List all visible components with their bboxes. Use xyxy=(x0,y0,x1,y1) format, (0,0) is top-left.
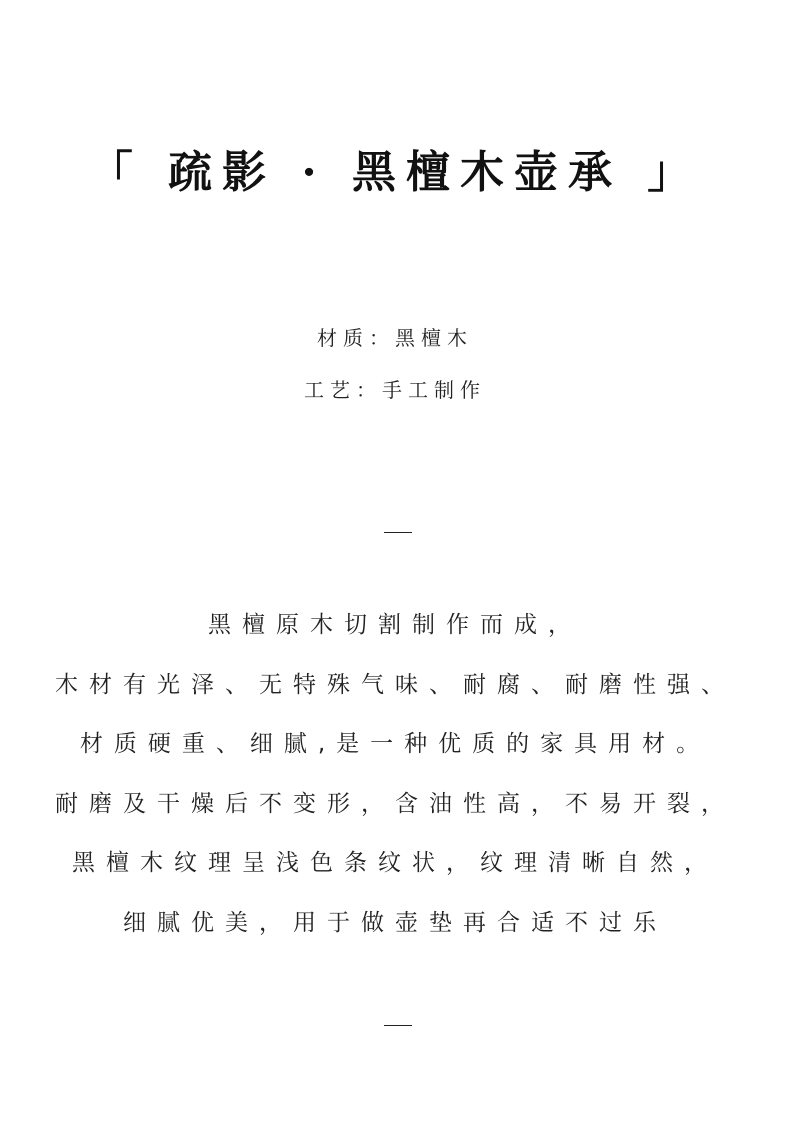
page-title: 「 疏影 · 黑檀木壶承 」 xyxy=(88,147,702,198)
spec-craft: 工艺：手工制作 xyxy=(304,378,486,402)
description-line: 黑檀原木切割制作而成， xyxy=(208,612,582,638)
description-line: 黑檀木纹理呈浅色条纹状，纹理清晰自然， xyxy=(72,850,718,876)
description-line: 耐磨及干燥后不变形，含油性高，不易开裂， xyxy=(55,790,735,817)
spec-material: 材质：黑檀木 xyxy=(317,326,473,350)
divider-top xyxy=(384,532,412,533)
spec-list xyxy=(0,320,790,424)
divider-bottom xyxy=(384,1025,412,1026)
description-block xyxy=(0,596,790,953)
description-line: 细腻优美，用于做壶垫再合适不过乐 xyxy=(123,909,667,936)
description-line: 材质硬重、细腻,是一种优质的家具用材。 xyxy=(79,731,711,757)
description-line: 木材有光泽、无特殊气味、耐腐、耐磨性强、 xyxy=(55,671,735,698)
